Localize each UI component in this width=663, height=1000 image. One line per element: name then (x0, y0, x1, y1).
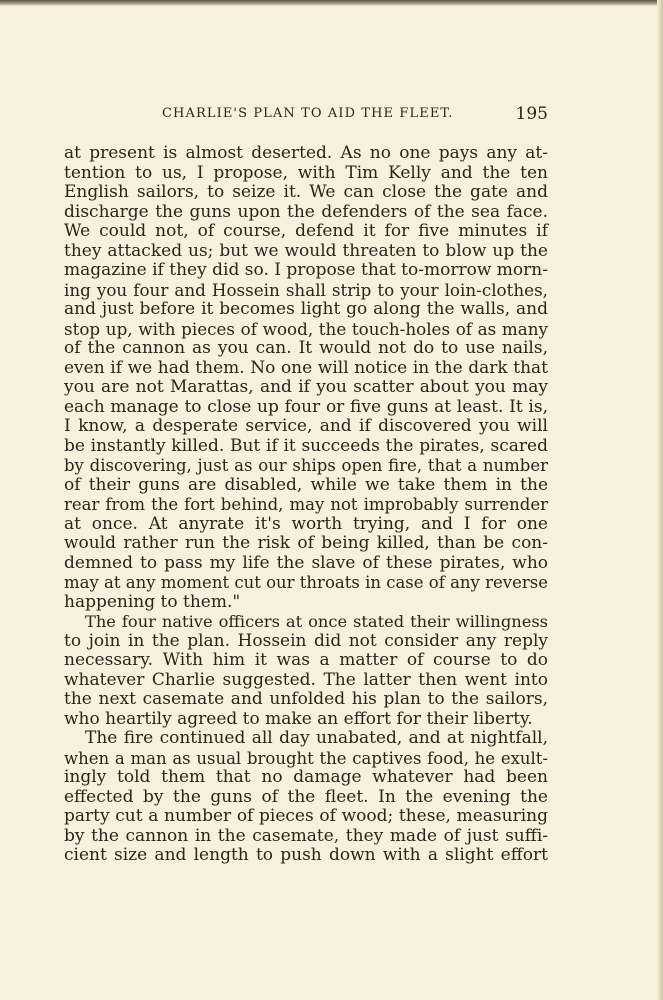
text-line: you are not Marattas, and if you scatter about you may (64, 377, 548, 397)
running-head (64, 100, 548, 130)
page-right-edge (657, 0, 663, 1000)
text-line: and just before it becomes light go along the walls, and (64, 299, 548, 319)
text-line: We could not, of course, defend it for five minutes if (64, 221, 548, 241)
text-line: when a man as usual brought the captives food, he exult- (64, 748, 548, 768)
page-top-edge (0, 0, 663, 6)
text-line: at once. At anyrate it's worth trying, and I for one (64, 513, 548, 534)
text-line: tention to us, I propose, with Tim Kelly and the ten (64, 162, 548, 183)
text-line: be instantly killed. But if it succeeds the pirates, scared (64, 435, 548, 456)
text-line: rear from the fort behind, may not improbably surrender (64, 495, 548, 514)
text-line: by discovering, just as our ships open fire, that a number (64, 456, 548, 475)
text-line: The four native officers at once stated their willingness (85, 612, 548, 631)
text-line: The fire continued all day unabated, and at nightfall, (85, 728, 548, 748)
text-line: even if we had them. No one will notice in the dark that (64, 357, 548, 378)
text-line: necessary. With him it was a matter of course to do (64, 650, 548, 670)
page-number: 195 (515, 104, 548, 124)
text-line: I know, a desperate service, and if discovered you will (64, 416, 548, 436)
text-line: ingly told them that no damage whatever had been (64, 767, 548, 787)
body-text (64, 144, 548, 866)
text-line: at present is almost deserted. As no one pays any at- (64, 143, 548, 163)
text-line: who heartily agreed to make an effort for their liberty. (64, 708, 533, 729)
text-line: they attacked us; but we would threaten to blow up the (64, 240, 548, 261)
text-line: would rather run the risk of being killed, than be con- (64, 533, 548, 553)
text-line: effected by the guns of the fleet. In the evening the (64, 786, 548, 807)
running-title: CHARLIE'S PLAN TO AID THE FLEET. (162, 106, 454, 121)
text-line: stop up, with pieces of wood, the touch-holes of as many (64, 318, 548, 339)
text-line: each manage to close up four or five guns at least. It is, (64, 396, 548, 417)
text-line: ing you four and Hossein shall strip to your loin-clothes, (64, 279, 548, 300)
book-page (64, 100, 548, 866)
text-line: of their guns are disabled, while we take them in the (64, 474, 548, 495)
text-line: English sailors, to seize it. We can close the gate and (64, 182, 548, 202)
text-line: magazine if they did so. I propose that to-morrow morn- (64, 260, 548, 280)
text-line: whatever Charlie suggested. The latter then went into (64, 669, 548, 690)
text-line: cient size and length to push down with a slight effort (64, 845, 548, 865)
text-line: demned to pass my life the slave of these pirates, who (64, 552, 548, 573)
text-line: of the cannon as you can. It would not do to use nails, (64, 338, 548, 358)
text-line: to join in the plan. Hossein did not consider any reply (64, 630, 548, 651)
text-line: the next casemate and unfolded his plan to the sailors, (64, 689, 548, 709)
text-line: party cut a number of pieces of wood; these, measuring (64, 806, 548, 826)
text-line: discharge the guns upon the defenders of the sea face. (64, 201, 548, 222)
text-line: happening to them." (64, 591, 241, 612)
text-line: may at any moment cut our throats in case of any reverse (64, 573, 548, 592)
text-line: by the cannon in the casemate, they made of just suffi- (64, 825, 548, 846)
